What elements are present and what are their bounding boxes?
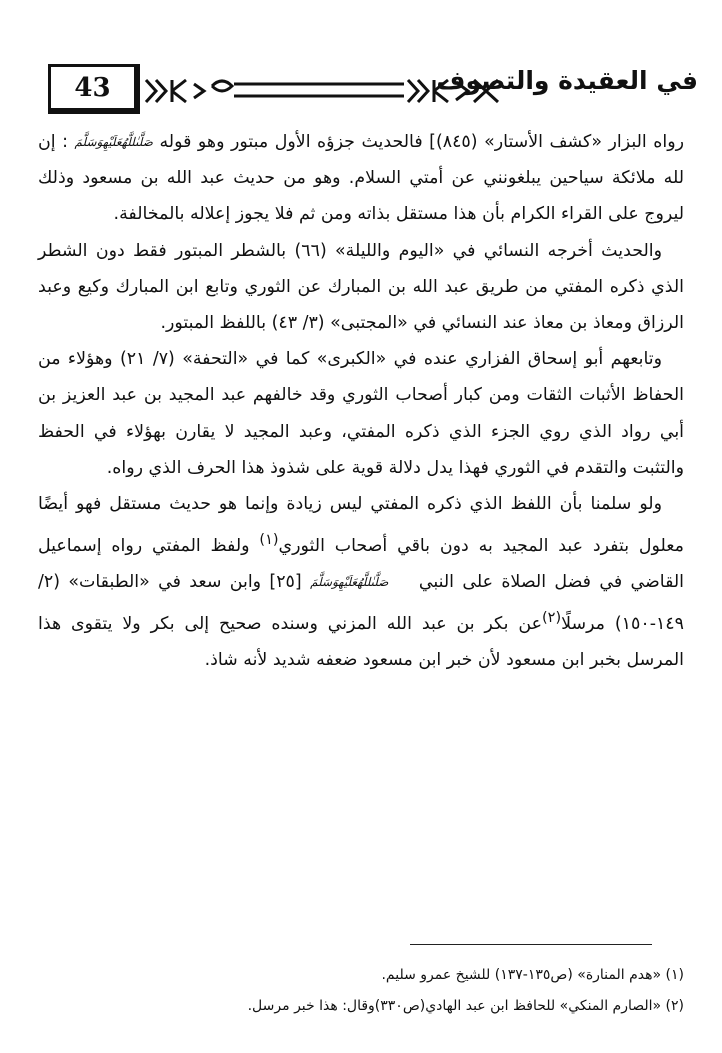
footnote-divider [410, 944, 652, 945]
paragraph-4 [38, 486, 684, 679]
page-number: 43 [74, 72, 111, 103]
paragraph-4-text-d: عن بكر بن عبد الله المزني وسنده صحيح إلى بكر ولا يتقوى هذا المرسل بخبر ابن مسعود لأن خبر ابن مسعود ضعفه شديد لأنه شاذ. [38, 614, 684, 671]
main-text [38, 124, 684, 679]
footnote-1: (١) «هدم المنارة» (ص١٣٥-١٣٧) للشيخ عمرو سليم. [381, 967, 684, 983]
paragraph-1 [38, 124, 684, 233]
footnote-2: (٢) «الصارم المنكي» للحافظ ابن عبد الهادي(ص٣٣٠)وقال: هذا خبر مرسل. [247, 998, 684, 1014]
paragraph-1-text-b: : إن لله ملائكة سياحين يبلغونني عن أمتي السلام. وهو من حديث عبد الله بن مسعود وذلك ليروج على القراء الكرام بأن هذا مستقل بذاته ومن ثم فلا يجوز إعلاله بالمخالفة. [38, 132, 684, 225]
paragraph-1-text-a: رواه البزار «كشف الأستار» (٨٤٥)] فالحديث جزؤه الأول مبتور وهو قوله [152, 132, 684, 152]
running-title: في العقيدة والتصوف [436, 66, 698, 95]
page-number-box [48, 64, 140, 114]
paragraph-2: والحديث أخرجه النسائي في «اليوم والليلة» (٦٦) بالشطر المبتور فقط دون الشطر الذي ذكره المفتي من طريق عبد الله بن المبارك عن الثوري وتابع ابن المبارك وكيع وعبد الرزاق ومعاذ بن معاذ عند النسائي في «المجتبى» (٣/ ٤٣) باللفظ المبتور. [38, 240, 684, 334]
honorific-1: صَلَّىٰللَّهُعَلَيْهِوَسَلَّمَ [74, 135, 153, 149]
page-header [28, 62, 698, 122]
honorific-2: صَلَّىٰللَّهُعَلَيْهِوَسَلَّمَ [310, 575, 389, 590]
paragraph-3: وتابعهم أبو إسحاق الفزاري عنده في «الكبرى» كما في «التحفة» (٧/ ٢١) وهؤلاء من الحفاظ الأثبات الثقات ومن كبار أصحاب الثوري وقد خالفهم عبد المجيد بن عبد العزيز بن أبي رواد الذي روي الجزء الذي ذكره المفتي، وعبد المجيد لا يقارن بهؤلاء في الحفظ والتثبت والتقدم في الثوري فهذا يدل دلالة قوية على شذوذ هذا الحرف الذي رواه. [38, 349, 684, 478]
footnotes [38, 960, 684, 1022]
paragraph-4-text-c: [٢٥] وابن سعد في «الطبقات» (٢/ ١٤٩-١٥٠) مرسلًا [38, 572, 684, 635]
paragraph-4-text-a: ولو سلمنا بأن اللفظ الذي ذكره المفتي ليس زيادة وإنما هو حديث مستقل فهو أيضًا معلول بتفرد عبد المجيد به دون باقي أصحاب الثوري [38, 494, 684, 557]
footnote-ref-1[interactable]: (١) [259, 532, 279, 549]
paragraph-4-text-b: ولفظ المفتي رواه إسماعيل القاضي في فضل الصلاة على النبي [38, 536, 684, 593]
footnote-ref-2[interactable]: (٢) [541, 610, 562, 627]
